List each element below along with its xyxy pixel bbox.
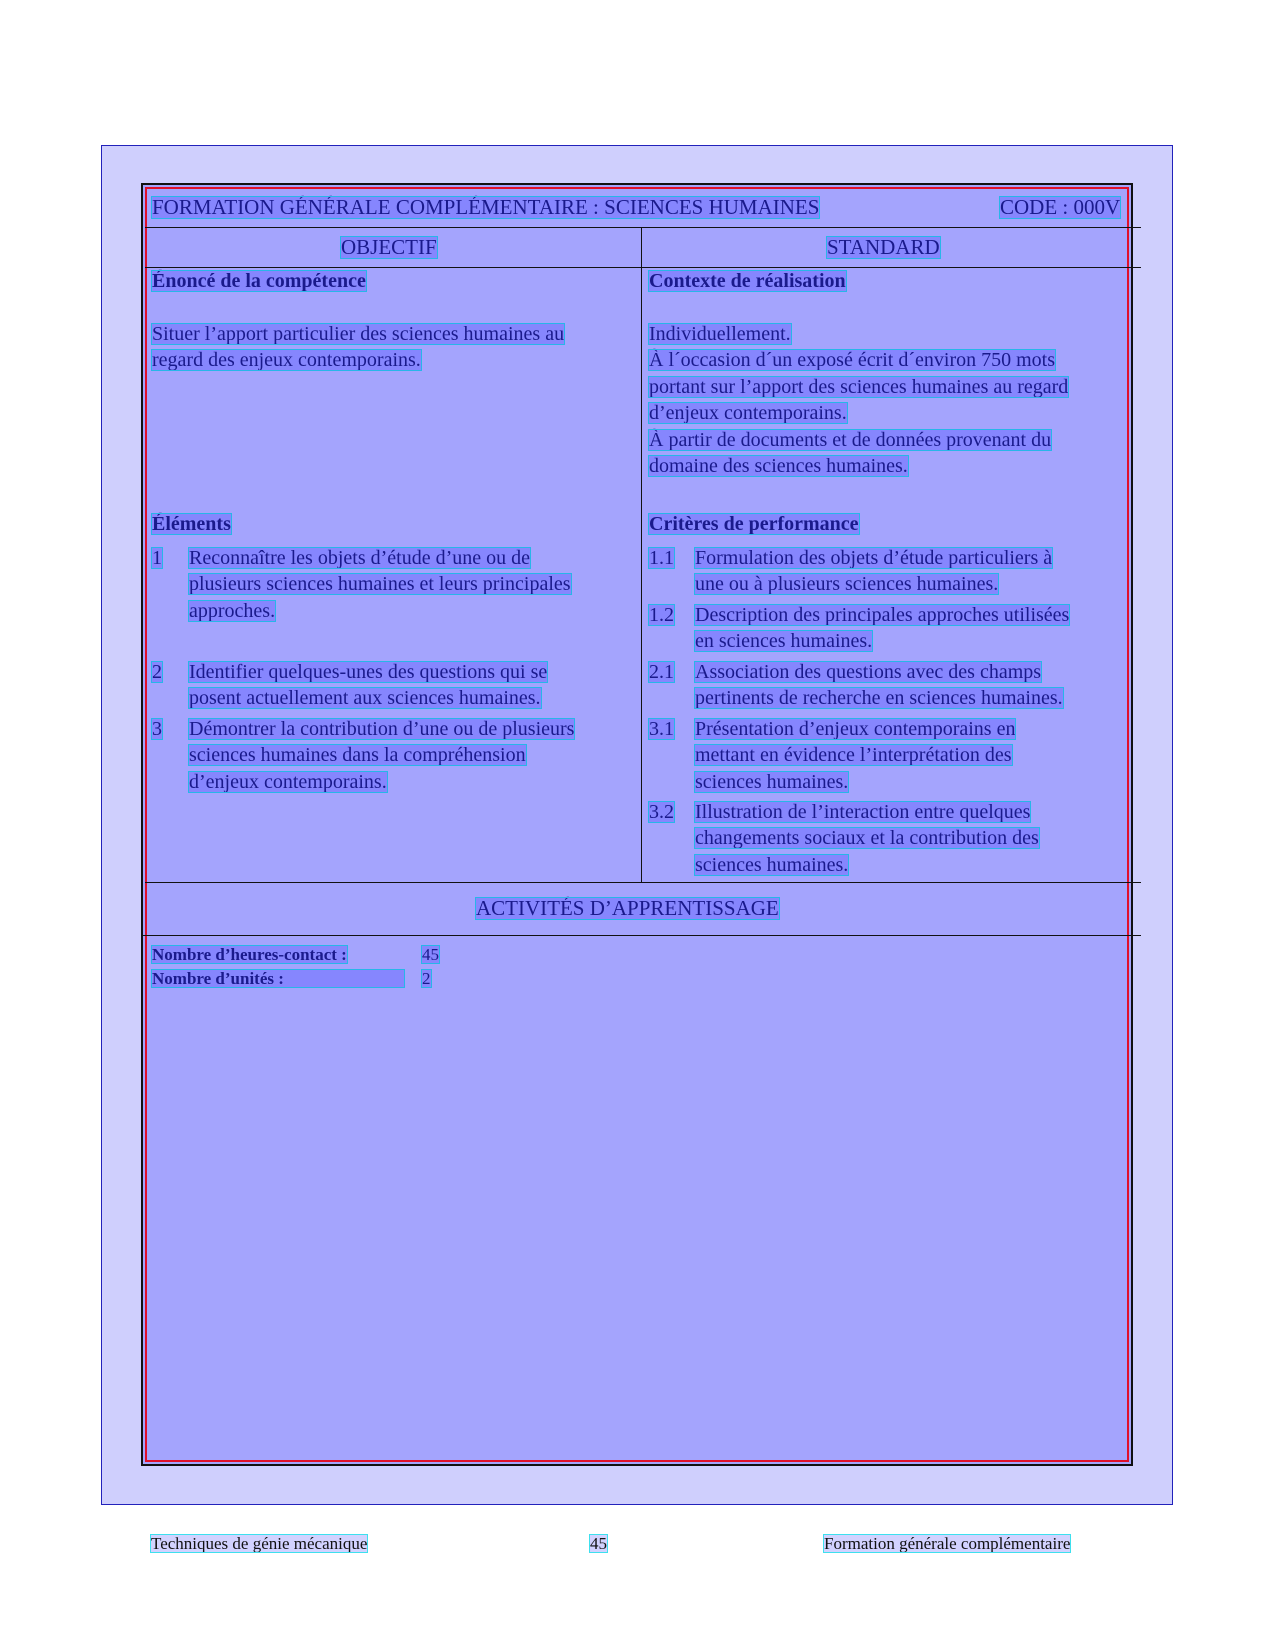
rule-columns-bottom (145, 267, 1141, 268)
critere-line: Présentation d’enjeux contemporains en (695, 718, 1016, 740)
heures-contact-value: 45 (422, 945, 439, 964)
critere-line: Illustration de l’interaction entre quelques (695, 801, 1031, 823)
form-title: FORMATION GÉNÉRALE COMPLÉMENTAIRE : SCIENCES HUMAINES (152, 195, 820, 219)
critere-number: 3.2 (649, 801, 674, 823)
critere-line: sciences humaines. (695, 771, 849, 793)
competence-heading: Énoncé de la compétence (152, 270, 366, 292)
column-header-objectif: OBJECTIF (341, 235, 437, 259)
element-number: 3 (152, 718, 162, 740)
contexte-heading: Contexte de réalisation (649, 270, 846, 292)
critere-line: une ou à plusieurs sciences humaines. (695, 573, 999, 595)
rule-activities-bottom (141, 935, 1141, 936)
element-line: plusieurs sciences humaines et leurs principales (189, 573, 571, 595)
contexte-line: À partir de documents et de données provenant du (649, 429, 1052, 451)
element-line: posent actuellement aux sciences humaines. (189, 687, 541, 709)
footer-section: Formation générale complémentaire (824, 1534, 1071, 1553)
column-header-standard: STANDARD (827, 235, 940, 259)
rule-column-divider (641, 227, 642, 882)
element-number: 1 (152, 547, 162, 569)
critere-line: Association des questions avec des champs (695, 661, 1042, 683)
critere-line: changements sociaux et la contribution des (695, 827, 1039, 849)
unites-value: 2 (422, 969, 431, 988)
element-line: d’enjeux contemporains. (189, 771, 387, 793)
element-line: sciences humaines dans la compréhension (189, 744, 526, 766)
critere-line: mettant en évidence l’interprétation des (695, 744, 1012, 766)
footer-page-number: 45 (590, 1534, 607, 1553)
element-line: Démontrer la contribution d’une ou de plusieurs (189, 718, 575, 740)
contexte-line: domaine des sciences humaines. (649, 455, 908, 477)
element-line: Identifier quelques-unes des questions qui se (189, 661, 548, 683)
contexte-line: d’enjeux contemporains. (649, 402, 847, 424)
critere-line: pertinents de recherche en sciences humaines. (695, 687, 1063, 709)
contexte-line: À l´occasion d´un exposé écrit d´environ 750 mots (649, 349, 1056, 371)
critere-line: sciences humaines. (695, 854, 849, 876)
rule-header-bottom (145, 227, 1141, 228)
critere-number: 1.2 (649, 604, 674, 626)
contexte-line: Individuellement. (649, 323, 791, 345)
critere-number: 3.1 (649, 718, 674, 740)
activites-heading: ACTIVITÉS D’APPRENTISSAGE (476, 896, 779, 920)
element-number: 2 (152, 661, 162, 683)
heures-contact-label: Nombre d’heures-contact : (152, 945, 347, 964)
unites-label: Nombre d’unités : (152, 970, 404, 987)
critere-number: 1.1 (649, 547, 674, 569)
element-line: approches. (189, 600, 276, 622)
competence-line: regard des enjeux contemporains. (152, 349, 421, 371)
critere-line: en sciences humaines. (695, 630, 873, 652)
rule-table-bottom (145, 882, 1141, 883)
form-code: CODE : 000V (1000, 195, 1121, 219)
critere-number: 2.1 (649, 661, 674, 683)
element-line: Reconnaître les objets d’étude d’une ou de (189, 547, 530, 569)
criteres-heading: Critères de performance (649, 513, 859, 535)
elements-heading: Éléments (152, 513, 231, 535)
footer-program: Techniques de génie mécanique (151, 1534, 368, 1553)
critere-line: Formulation des objets d’étude particuliers à (695, 547, 1053, 569)
contexte-line: portant sur l’apport des sciences humaines au regard (649, 376, 1069, 398)
critere-line: Description des principales approches utilisées (695, 604, 1070, 626)
competence-line: Situer l’apport particulier des sciences humaines au (152, 323, 565, 345)
